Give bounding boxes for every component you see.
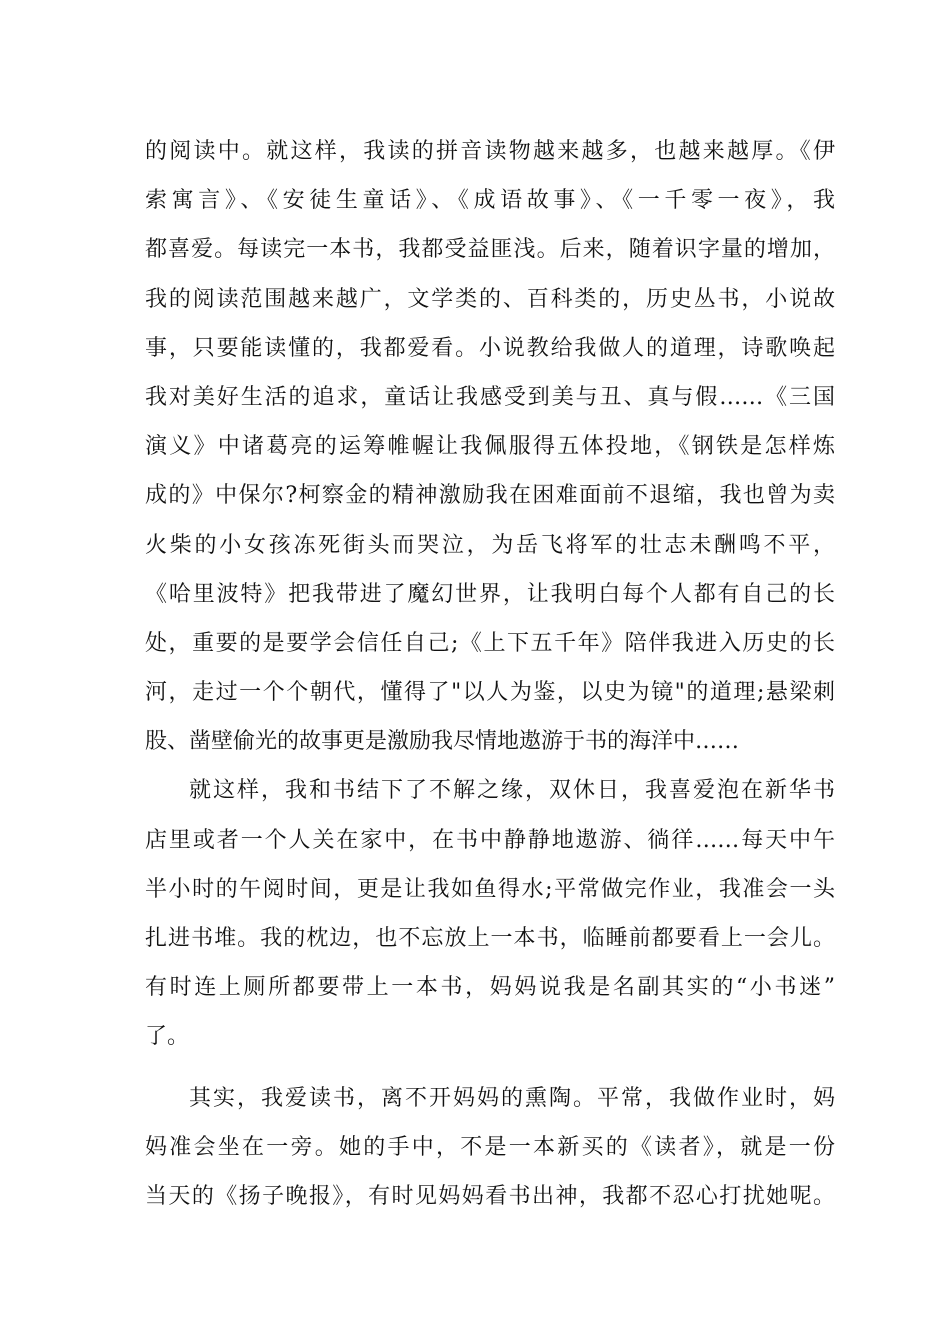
text-line: 火柴的小女孩冻死街头而哭泣，为岳飞将军的壮志未酬鸣不平， bbox=[145, 532, 835, 558]
text-line: 成的》中保尔?柯察金的精神激励我在困难面前不退缩，我也曾为卖 bbox=[145, 483, 835, 509]
paragraph-3 bbox=[145, 1074, 835, 1222]
text-line: 就这样，我和书结下了不解之缘，双休日，我喜爱泡在新华书 bbox=[189, 778, 835, 804]
text-line: 都喜爱。每读完一本书，我都受益匪浅。后来，随着识字量的增加， bbox=[145, 237, 835, 263]
text-line: 半小时的午阅时间，更是让我如鱼得水;平常做完作业，我准会一头 bbox=[145, 876, 835, 902]
text-line: 股、凿壁偷光的故事更是激励我尽情地遨游于书的海洋中…… bbox=[145, 729, 740, 755]
paragraph-2 bbox=[145, 766, 835, 1061]
text-line: 了。 bbox=[145, 1024, 190, 1050]
body-text bbox=[145, 127, 835, 1221]
text-line: 有时连上厕所都要带上一本书，妈妈说我是名副其实的“小书迷” bbox=[145, 975, 835, 1001]
text-line: 我的阅读范围越来越广，文学类的、百科类的，历史丛书，小说故 bbox=[145, 286, 835, 312]
text-line: 当天的《扬子晚报》，有时见妈妈看书出神，我都不忍心打扰她呢。 bbox=[145, 1183, 835, 1209]
text-line: 妈准会坐在一旁。她的手中，不是一本新买的《读者》，就是一份 bbox=[145, 1134, 835, 1160]
text-line: 《哈里波特》把我带进了魔幻世界，让我明白每个人都有自己的长 bbox=[145, 581, 835, 607]
paragraph-gap bbox=[145, 1062, 835, 1074]
text-line: 扎进书堆。我的枕边，也不忘放上一本书，临睡前都要看上一会儿。 bbox=[145, 926, 835, 951]
text-line: 河，走过一个个朝代，懂得了"以人为鉴，以史为镜"的道理;悬梁刺 bbox=[145, 680, 835, 706]
text-line: 其实，我爱读书，离不开妈妈的熏陶。平常，我做作业时，妈 bbox=[189, 1085, 835, 1111]
text-line: 事，只要能读懂的，我都爱看。小说教给我做人的道理，诗歌唤起 bbox=[145, 335, 835, 361]
text-line: 演义》中诸葛亮的运筹帷幄让我佩服得五体投地，《钢铁是怎样炼 bbox=[145, 434, 835, 460]
paragraph-1 bbox=[145, 127, 835, 766]
text-line: 索寓言》、《安徒生童话》、《成语故事》、《一千零一夜》，我 bbox=[145, 188, 835, 214]
text-line: 处，重要的是要学会信任自己;《上下五千年》陪伴我进入历史的长 bbox=[145, 630, 835, 656]
text-line: 店里或者一个人关在家中，在书中静静地遨游、徜徉……每天中午 bbox=[145, 827, 835, 853]
text-line: 的阅读中。就这样，我读的拼音读物越来越多，也越来越厚。《伊 bbox=[145, 139, 835, 164]
text-line: 我对美好生活的追求，童话让我感受到美与丑、真与假……《三国 bbox=[145, 384, 835, 410]
